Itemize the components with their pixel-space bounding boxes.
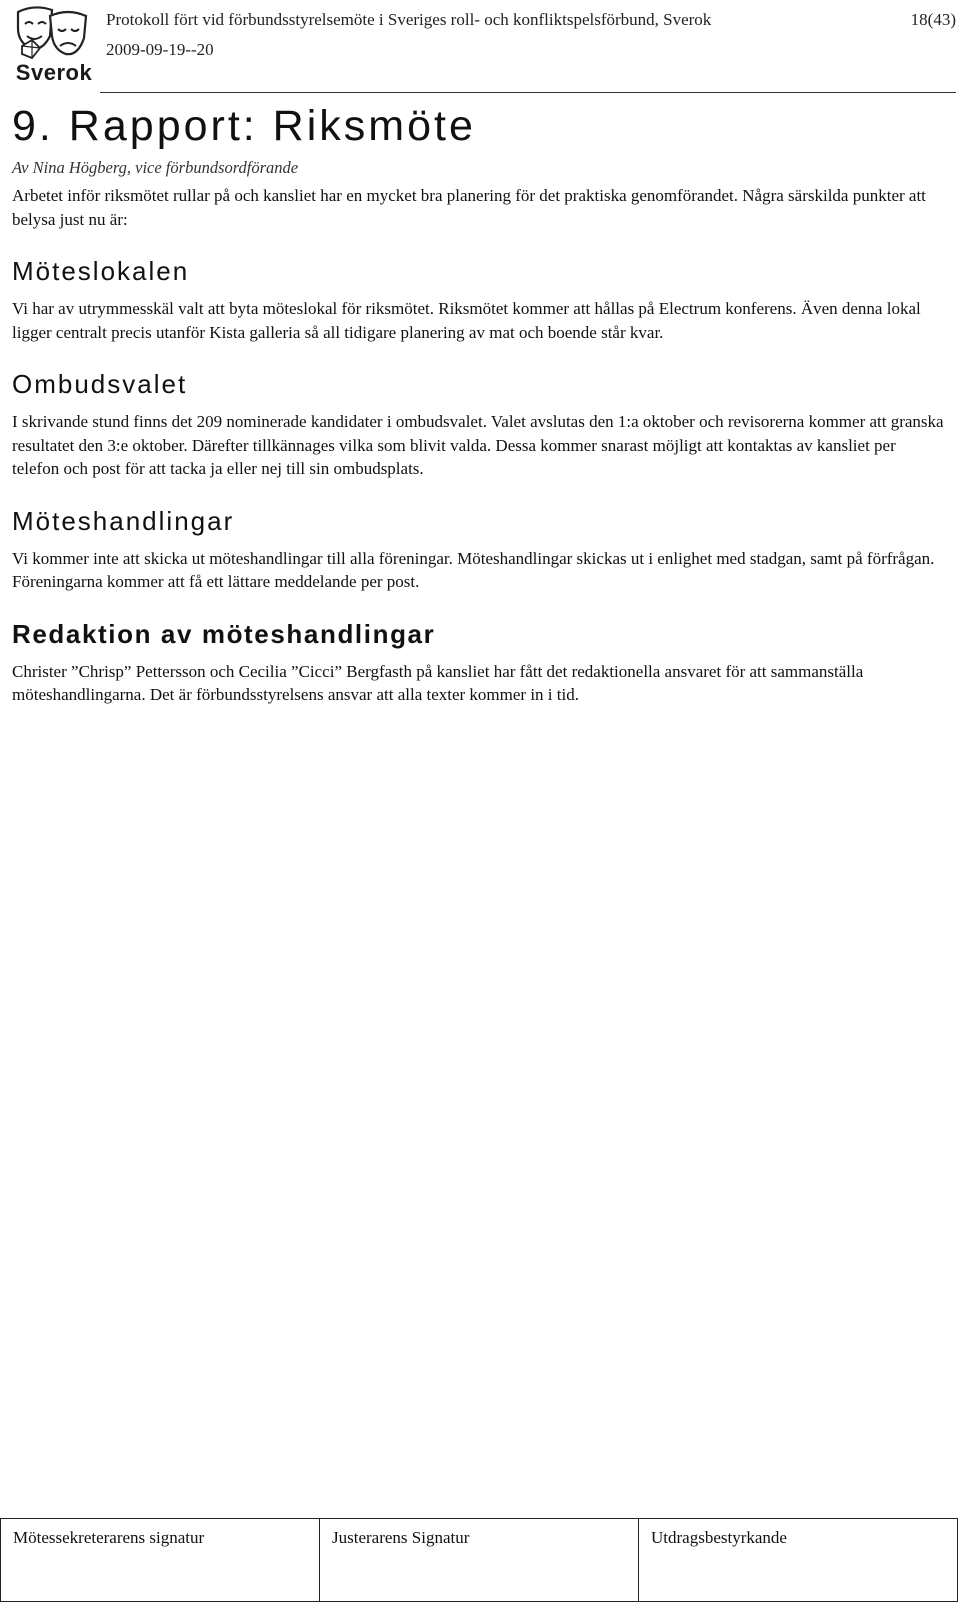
intro-paragraph: Arbetet inför riksmötet rullar på och kansliet har en mycket bra planering för det praktiska genomförandet. Några särskilda punkter att belysa just nu är: [12, 186, 926, 229]
page-number: 18(43) [910, 10, 956, 29]
subheading-moteslokalen: Möteslokalen [12, 256, 190, 286]
document-body [12, 98, 947, 707]
subheading-ombudsvalet: Ombudsvalet [12, 369, 188, 399]
signature-cell-certification: Utdragsbestyrkande [639, 1519, 958, 1602]
signature-table [0, 1518, 958, 1602]
author-byline: Av Nina Högberg, vice förbundsordförande [12, 158, 299, 177]
logo-wordmark: Sverok [15, 60, 93, 85]
signature-cell-adjuster: Justerarens Signatur [320, 1519, 639, 1602]
paragraph-redaktion: Christer ”Chrisp” Pettersson och Cecilia ”Cicci” Bergfasth på kansliet har fått det redaktionella ansvaret för att sammanställa möteshandlingarna. Det är förbundsstyrelsens ansvar att alla texter kommer in i tid. [12, 661, 864, 704]
sverok-logo [8, 2, 98, 86]
page-header [0, 0, 960, 96]
theater-masks-icon [12, 2, 92, 60]
paragraph-moteslokalen: Vi har av utrymmesskäl valt att byta möteslokal för riksmötet. Riksmötet kommer att hållas på Electrum konferens. Även denna lokal ligger centralt precis utanför Kista galleria så all tidigare planering av mat och boende står kvar. [12, 299, 921, 342]
section-heading: 9. Rapport: Riksmöte [12, 102, 476, 150]
signature-cell-secretary: Mötessekreterarens signatur [1, 1519, 320, 1602]
subheading-moteshandlingar: Möteshandlingar [12, 505, 235, 536]
header-divider [100, 92, 956, 93]
paragraph-ombudsvalet: I skrivande stund finns det 209 nominerade kandidater i ombudsvalet. Valet avslutas den 1:a oktober och revisorerna kommer att granska resultatet den 3:e oktober. Därefter tillkännages vilka som blivit valda. Dessa kommer snarast möjligt att kontaktas av kansliet per telefon och post för att tacka ja eller nej till sin ombudsplats. [12, 412, 944, 478]
paragraph-moteshandlingar: Vi kommer inte att skicka ut möteshandlingar till alla föreningar. Möteshandlingar skickas ut i enlighet med stadgan, samt på förfrågan. Föreningarna kommer att få ett lättare meddelande per post. [12, 548, 935, 591]
subheading-redaktion: Redaktion av möteshandlingar [12, 618, 436, 649]
document-date: 2009-09-19--20 [106, 40, 214, 59]
document-title: Protokoll fört vid förbundsstyrelsemöte i Sveriges roll- och konfliktspelsförbund, Sverok [106, 10, 712, 29]
